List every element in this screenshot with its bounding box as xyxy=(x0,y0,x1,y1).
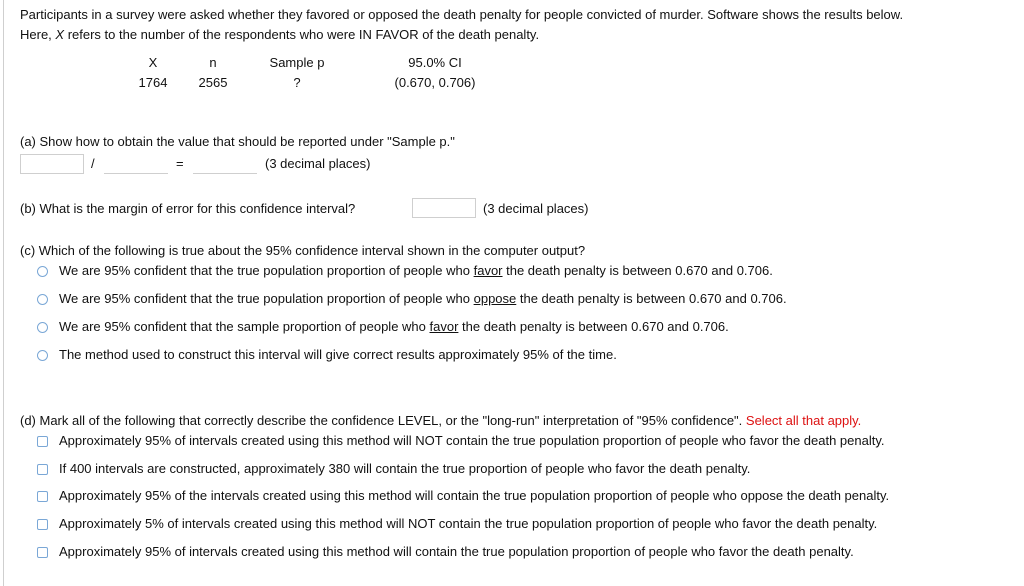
option-text: the death penalty is between 0.670 and 0.706. xyxy=(458,319,729,334)
numerator-input[interactable] xyxy=(20,154,84,174)
option-underlined-word: favor xyxy=(429,319,459,334)
margin-of-error-input[interactable] xyxy=(412,198,476,218)
checkbox-option-3[interactable] xyxy=(37,491,48,502)
intro-line-2-pre: Here, xyxy=(20,27,56,42)
option-text: The method used to construct this interval will give correct results approximately 95% of the time. xyxy=(59,347,617,362)
table-header-sample-p: Sample p xyxy=(269,55,325,70)
intro-line-2 xyxy=(20,25,903,45)
part-d-option-4: Approximately 5% of intervals created using this method will NOT contain the true population proportion of people who favor the death penalty. xyxy=(59,516,878,531)
part-b-note: (3 decimal places) xyxy=(483,201,589,216)
part-d-option-1: Approximately 95% of intervals created using this method will NOT contain the true population proportion of people who favor the death penalty. xyxy=(59,433,885,448)
table-value-sample-p: ? xyxy=(293,75,301,90)
part-c-option-3 xyxy=(59,319,729,334)
option-text: the death penalty is between 0.670 and 0.706. xyxy=(516,291,787,306)
division-slash: / xyxy=(91,156,95,171)
sample-p-input[interactable] xyxy=(193,154,257,174)
table-header-x: X xyxy=(148,55,158,70)
intro-text xyxy=(20,5,903,45)
part-d-option-5: Approximately 95% of intervals created using this method will contain the true population proportion of people who favor the death penalty. xyxy=(59,544,854,559)
intro-var-x: X xyxy=(55,27,65,42)
table-header-ci: 95.0% CI xyxy=(408,55,462,70)
checkbox-option-4[interactable] xyxy=(37,519,48,530)
select-all-instruction: Select all that apply. xyxy=(745,413,862,428)
radio-option-2[interactable] xyxy=(37,294,48,305)
left-border xyxy=(3,0,4,586)
checkbox-option-5[interactable] xyxy=(37,547,48,558)
table-header-n: n xyxy=(209,55,217,70)
equals-sign: = xyxy=(176,156,184,171)
part-d-question-text: (d) Mark all of the following that correctly describe the confidence LEVEL, or the "long-run" interpretation of "95% confidence". xyxy=(20,413,746,428)
table-value-x: 1764 xyxy=(138,75,168,90)
intro-line-2-post: refers to the number of the respondents who were IN FAVOR of the death penalty. xyxy=(64,27,540,42)
option-text: We are 95% confident that the true population proportion of people who xyxy=(59,291,474,306)
part-c-option-4 xyxy=(59,347,617,362)
table-value-n: 2565 xyxy=(198,75,228,90)
option-text: We are 95% confident that the true population proportion of people who xyxy=(59,263,474,278)
part-a-question: (a) Show how to obtain the value that should be reported under "Sample p." xyxy=(20,134,455,149)
checkbox-option-2[interactable] xyxy=(37,464,48,475)
part-c-option-1 xyxy=(59,263,773,278)
table-value-ci: (0.670, 0.706) xyxy=(394,75,476,90)
part-d-option-3: Approximately 95% of the intervals created using this method will contain the true population proportion of people who oppose the death penalty. xyxy=(59,488,890,503)
option-underlined-word: favor xyxy=(473,263,503,278)
part-a-note: (3 decimal places) xyxy=(265,156,371,171)
part-d-option-2: If 400 intervals are constructed, approximately 380 will contain the true proportion of people who favor the death penalty. xyxy=(59,461,751,476)
denominator-input[interactable] xyxy=(104,154,168,174)
radio-option-1[interactable] xyxy=(37,266,48,277)
radio-option-3[interactable] xyxy=(37,322,48,333)
checkbox-option-1[interactable] xyxy=(37,436,48,447)
part-c-question: (c) Which of the following is true about the 95% confidence interval shown in the computer output? xyxy=(20,243,586,258)
part-c-option-2 xyxy=(59,291,787,306)
option-text: the death penalty is between 0.670 and 0.706. xyxy=(502,263,773,278)
part-b-question: (b) What is the margin of error for this confidence interval? xyxy=(20,201,356,216)
radio-option-4[interactable] xyxy=(37,350,48,361)
option-underlined-word: oppose xyxy=(473,291,517,306)
part-d-question xyxy=(20,413,861,428)
intro-line-1: Participants in a survey were asked whether they favored or opposed the death penalty for people convicted of murder. Software shows the results below. xyxy=(20,7,904,22)
option-text: We are 95% confident that the sample proportion of people who xyxy=(59,319,430,334)
